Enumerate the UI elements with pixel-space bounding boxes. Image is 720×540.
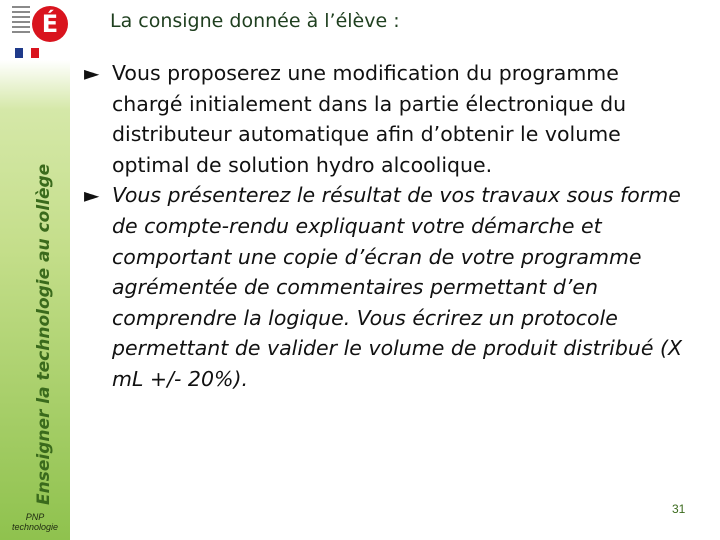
sidebar-footer-pnp: PNP — [25, 512, 45, 522]
bullet-item — [84, 180, 694, 394]
sidebar-band — [0, 0, 70, 540]
logo-text-lines — [12, 6, 30, 40]
vertical-sidebar-title: Enseigner la technologie au collège — [34, 163, 54, 505]
ministry-logo — [12, 6, 66, 62]
sidebar-footer — [0, 512, 70, 532]
page-number: 31 — [672, 502, 686, 516]
bullet-item — [84, 58, 694, 180]
bullet-text: Vous proposerez une modification du programme chargé initialement dans la partie électronique du distributeur automatique afin d’obtenir le volume optimal de solution hydro alcoolique. — [112, 61, 627, 177]
bullet-text: Vous présenterez le résultat de vos travaux sous forme de compte-rendu expliquant votre démarche et comportant une copie d’écran de votre programme agrémentée de commentaires permettant d’en comprendre la logique. Vous écrirez un protocole permettant de valider le volume de produit distribué (X mL +/- 20%). — [112, 183, 683, 391]
bullet-arrow-icon: ► — [84, 183, 100, 208]
education-logo-icon: É — [32, 6, 68, 42]
sidebar-footer-technologie: technologie — [11, 522, 59, 532]
slide-content — [84, 58, 694, 395]
french-flag-icon — [15, 48, 39, 58]
page-title: La consigne donnée à l’élève : — [110, 10, 400, 32]
bullet-arrow-icon: ► — [84, 61, 100, 85]
